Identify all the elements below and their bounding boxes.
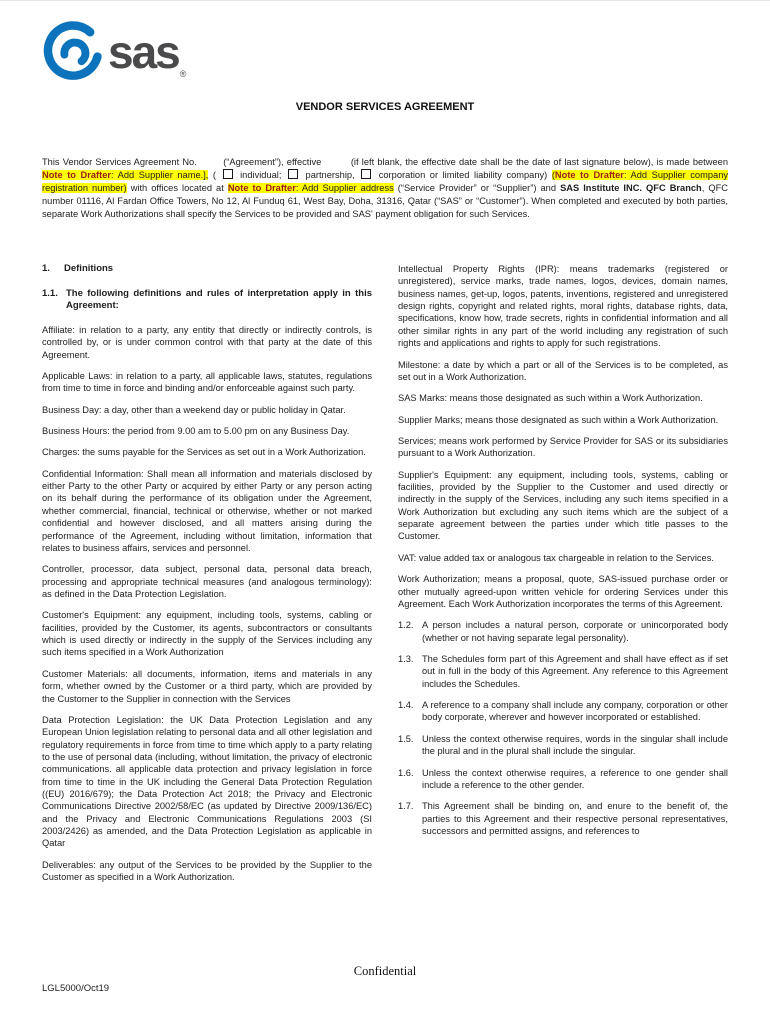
definition-paragraph: Charges: the sums payable for the Services as set out in a Work Authorization. [42,447,366,458]
definition-paragraph: Affiliate: in relation to a party, any entity that directly or indirectly controls, is controlled by, or is under common control with that party at the date of this Agreement. [42,324,372,360]
left-column [42,263,372,893]
numbered-clauses [398,619,728,837]
definition-paragraph: Business Day: a day, other than a weekend day or public holiday in Qatar. [42,404,346,415]
doc-code-footer: LGL5000/Oct19 [42,983,110,994]
sas-logo-text: sas [108,26,179,78]
sas-swirl-icon [40,19,106,85]
text-run: ( [208,170,221,181]
numbered-clause [398,800,728,837]
clause-text: The Schedules form part of this Agreement and shall have effect as if set out in full in the body of this Agreement. Any reference to this Agreement includes the Schedules. [422,653,728,689]
definition-paragraph: Data Protection Legislation: the UK Data Protection Legislation and any European Union legislation relating to personal data and all other legislation and regulatory requirements in force from time to time which apply to a party relating to the use of personal data (including, without limitation, the privacy of electronic communications. all applicable data protection and privacy legislation in force from time to time in the UK including the General Data Protection Regulation ((EU) 2016/679); the Data Protection Act 2018; the Privacy and Electronic Communications Directive 2002/58/EC (as updated by Directive 2009/136/EC) and the Privacy and Electronic Communications Regulations 2003 (SI 2003/2426) as amended, and the Data Protection Legislation as applicable in Qatar [42,714,372,849]
clause-text: Unless the context otherwise requires, words in the singular shall include the plural and in the plural shall include the singular. [422,733,728,757]
text-run: partnership, [301,170,360,181]
definitions-list-left [42,324,372,884]
definition-paragraph: Applicable Laws: in relation to a party, all applicable laws, statutes, regulations from time to time in force and binding and/or enforceable against such party. [42,370,372,394]
definition-paragraph: SAS Marks: means those designated as such within a Work Authorization. [398,393,703,404]
definitions-list-right [398,263,728,610]
definition-paragraph: Work Authorization; means a proposal, quote, SAS-issued purchase order or other mutually agreed-upon written vehicle for ordering Services under this Agreement. Each Work Authorization incorporates the terms of this Agreement. [398,574,728,609]
section-title: Definitions [64,263,114,274]
text-run-hl: ( [551,170,555,181]
definition-paragraph: Deliverables: any output of the Services to be provided by the Supplier to the Customer as specified in a Work Authorization. [42,859,372,883]
text-run: , QFC number 01116, Al Fardan Office Towers, No 12, Al Funduq 61, West Bay, Doha, 31316, Qatar (“SAS” or “Customer”). When completed and executed by both parties, separate Work Authorizations shall specify the Services to be provided and SAS' payment obligation for such Services. [42,183,728,220]
clause-text: This Agreement shall be binding on, and enure to the benefit of, the parties to this Agreement and their respective personal representatives, successors and permitted assigns, and references to [422,801,728,836]
numbered-clause [398,619,728,644]
clause-text: A reference to a company shall include any company, corporation or other body corporate, wherever and however incorporated or established. [422,700,728,723]
definition-paragraph: Services; means work performed by Service Provider for SAS or its subsidiaries pursuant to a Work Authorization. [398,435,728,459]
text-run: corporation or limited liability company) [374,170,552,181]
definition-paragraph: Intellectual Property Rights (IPR): means trademarks (registered or unregistered), service marks, trade names, logos, devices, domain names, business names, get-up, logos, patents, inventions, registered and unregistered design rights, copyright and related rights, moral rights, database rights, data, specifications, know how, trade secrets, rights in confidential information and all other similar rights in any part of the world including any registration of such rights and applications and rights to apply for such registrations. [398,264,728,349]
clause-number: 1.6. [398,767,414,778]
text-run-hl-bold: Note to Drafter [227,183,296,194]
clause-number: 1.7. [398,801,414,812]
checkbox-icon[interactable] [361,169,371,179]
clause-number: 1.3. [398,653,414,664]
definition-paragraph: Milestone: a date by which a part or all of the Services is to be completed, as set out in a Work Authorization. [398,359,728,382]
text-run: with offices located at [126,183,228,194]
right-column [398,263,728,893]
text-run-hl-bold: Note to Drafter [42,170,112,181]
definition-paragraph: Customer Materials: all documents, information, items and materials in any form, whether owned by the Customer or a third party, which are provided by the Customer to the Supplier in connection with the Services [42,668,372,704]
definition-paragraph: Supplier's Equipment: any equipment, including tools, systems, cabling or facilities, provided by the Supplier to the Customer and used directly or indirectly in the supply of the Services, including any such items specified in a Work Authorization but excluding any such items which are the subject of a separate agreement between the parties under which title passes to the Customer. [398,469,728,542]
registered-trademark-icon: ® [179,69,187,79]
intro-paragraph [42,156,728,221]
numbered-clause [398,699,728,724]
sas-logo [40,19,186,85]
two-column-body [42,263,728,893]
text-run: This Vendor Services Agreement No. (“Agreement”), effective (if left blank, the effective date shall be the date of last signature below), is made between [42,157,728,167]
clause-number: 1.2. [398,620,414,631]
numbered-clause [398,733,728,758]
text-run-hl: : Add Supplier company registration number) [42,170,729,194]
document-title: VENDOR SERVICES AGREEMENT [295,101,475,113]
definition-paragraph: VAT: value added tax or analogous tax chargeable in relation to the Services. [398,552,714,563]
definition-paragraph: Supplier Marks; means those designated as such within a Work Authorization. [398,414,719,425]
text-run: individual; [235,170,286,181]
checkbox-icon[interactable] [223,169,233,179]
text-run-hl: : Add Supplier address [295,183,394,194]
clause-number: 1.5. [398,733,414,744]
clause-text: Unless the context otherwise requires, a reference to one gender shall include a reference to the other gender. [422,767,728,790]
clause-number: 1.4. [398,700,414,711]
text-run-bold: SAS Institute INC. QFC Branch [560,183,702,194]
text-run: (“Service Provider” or “Supplier”) and [393,183,561,194]
numbered-clause [398,767,728,792]
text-run-hl: : Add Supplier name.], [111,170,209,181]
confidential-footer: Confidential [353,964,417,978]
checkbox-icon[interactable] [288,169,298,179]
subsection-heading [42,288,372,313]
definition-paragraph: Controller, processor, data subject, personal data, personal data breach, processing and appropriate technical measures (and analogous terminology): as defined in the Data Protection Legislation. [42,564,372,599]
subsection-text: The following definitions and rules of interpretation apply in this Agreement: [66,287,372,312]
numbered-clause [398,653,728,690]
text-run-hl-bold: Note to Drafter [554,170,624,181]
definition-paragraph: Customer's Equipment: any equipment, including tools, systems, cabling or facilities, provided by the Customer, its agents, subcontractors or consultants which is used directly or indirectly in the supply of the Services including any such items specified in a Work Authorization [42,610,372,658]
definition-paragraph: Business Hours: the period from 9.00 am to 5.00 pm on any Business Day. [42,426,350,437]
section-number: 1. [42,263,50,274]
clause-text: A person includes a natural person, corporate or unincorporated body (whether or not having separate legal personality). [422,620,728,643]
section-heading [42,263,372,276]
subsection-number: 1.1. [42,287,58,299]
definition-paragraph: Confidential Information: Shall mean all information and materials disclosed by either Party to the other Party or acquired by either Party or any person acting on its behalf during the performance of its obligation under the Agreement, whether commercial, financial, technical or otherwise, whether or not marked confidential and however disclosed, and all matters arising during the performance of the Agreement, including without limitation, information that relates to business affairs, services and personnel. [42,468,372,553]
